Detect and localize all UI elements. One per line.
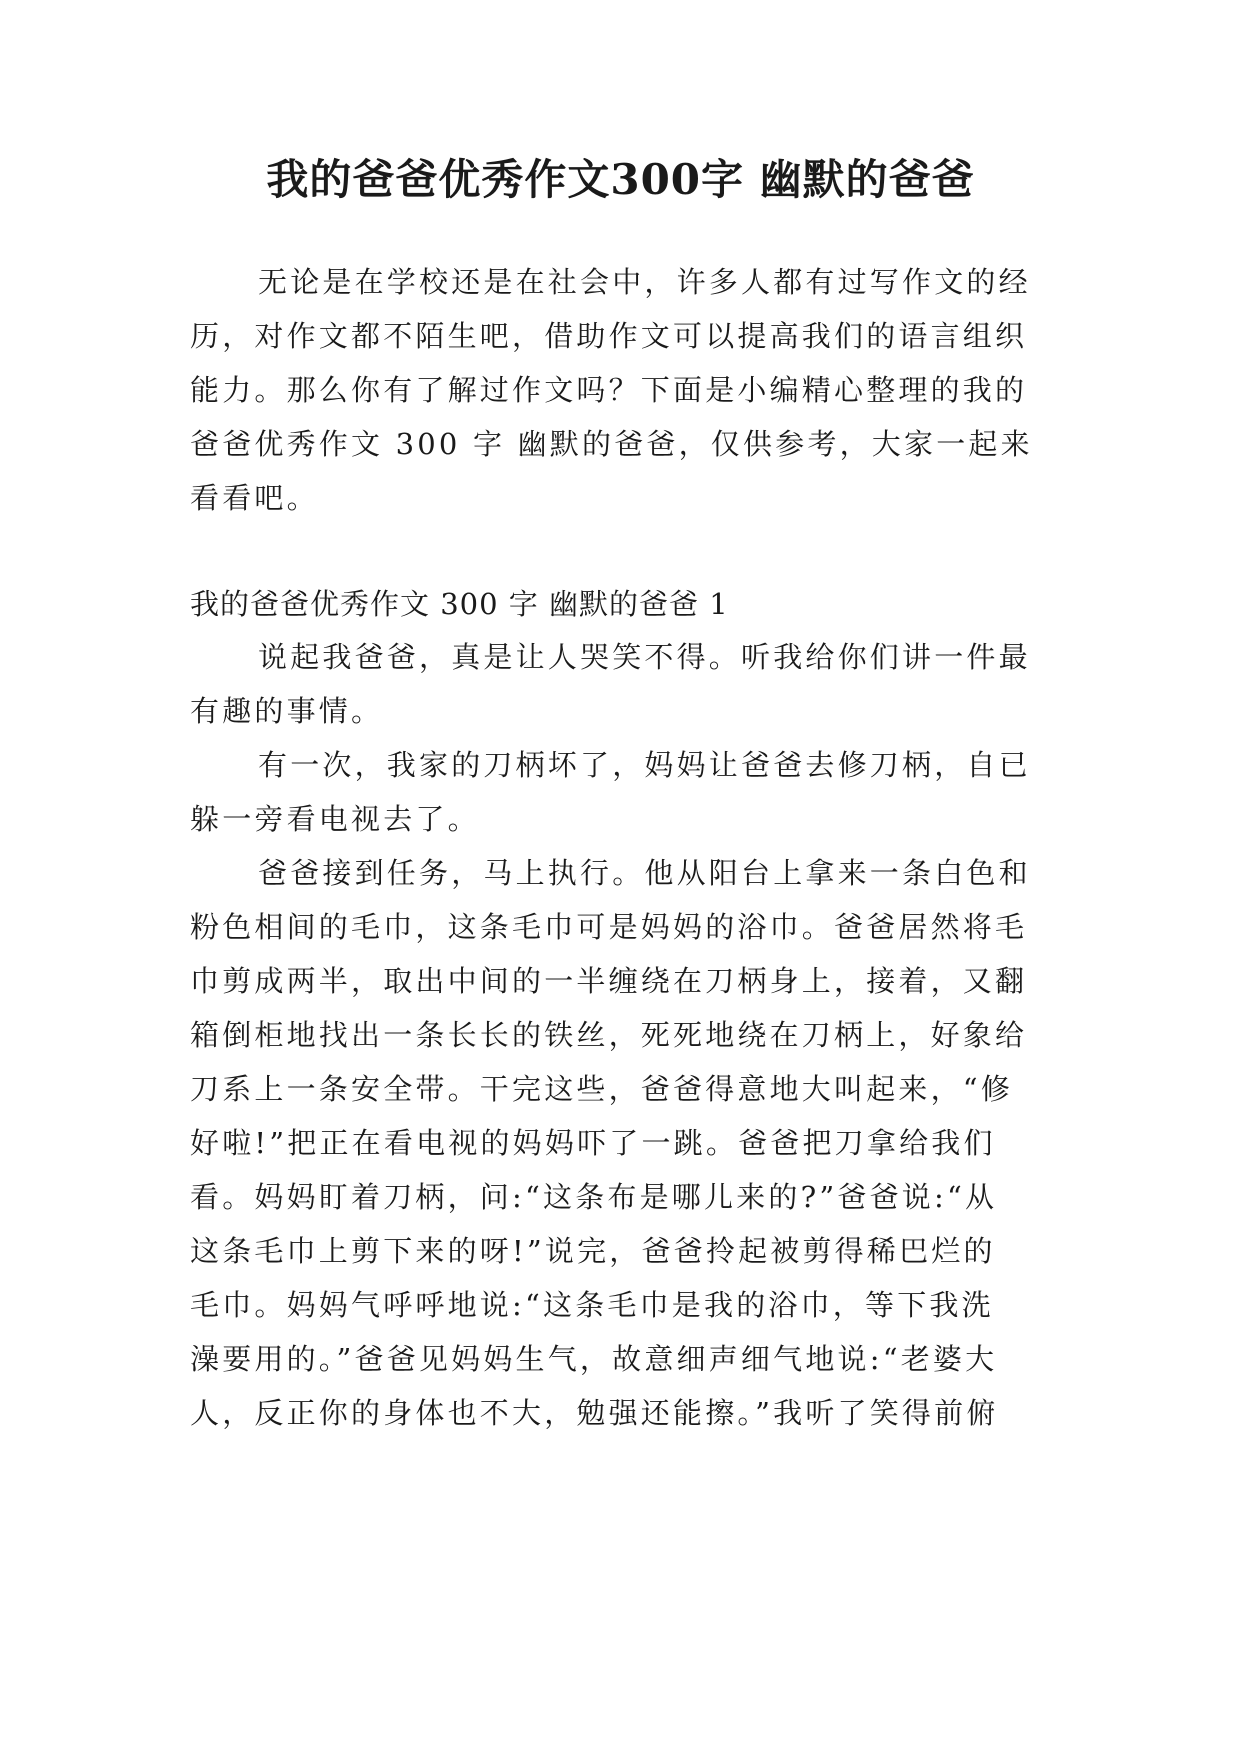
paragraph-line: 箱倒柜地找出一条长长的铁丝，死死地绕在刀柄上，好象给 bbox=[190, 1018, 1028, 1052]
paragraph-line: 巾剪成两半，取出中间的一半缠绕在刀柄身上，接着，又翻 bbox=[190, 964, 1028, 998]
paragraph-line: 好啦!”把正在看电视的妈妈吓了一跳。爸爸把刀拿给我们 bbox=[190, 1126, 996, 1160]
intro-line: 无论是在学校还是在社会中，许多人都有过写作文的经 bbox=[258, 265, 1031, 299]
paragraph-line: 毛巾。妈妈气呼呼地说:“这条毛巾是我的浴巾，等下我洗 bbox=[190, 1288, 994, 1322]
intro-line: 看看吧。 bbox=[190, 481, 319, 515]
intro-line: 爸爸优秀作文 300 字 幽默的爸爸，仅供参考，大家一起来 bbox=[190, 427, 1033, 461]
paragraph-line: 躲一旁看电视去了。 bbox=[190, 802, 480, 836]
paragraph-line: 看。妈妈盯着刀柄，问:“这条布是哪儿来的?”爸爸说:“从 bbox=[190, 1180, 998, 1214]
document-title: 我的爸爸优秀作文300字 幽默的爸爸 bbox=[266, 155, 975, 204]
paragraph-line: 人，反正你的身体也不大，勉强还能擦。”我听了笑得前俯 bbox=[190, 1396, 999, 1430]
paragraph-line: 刀系上一条安全带。干完这些，爸爸得意地大叫起来，“修 bbox=[190, 1072, 1014, 1106]
paragraph-line: 有趣的事情。 bbox=[190, 694, 384, 728]
intro-line: 历，对作文都不陌生吧，借助作文可以提高我们的语言组织 bbox=[190, 319, 1028, 353]
paragraph-line: 有一次，我家的刀柄坏了，妈妈让爸爸去修刀柄，自已 bbox=[258, 748, 1031, 782]
paragraph-line: 说起我爸爸，真是让人哭笑不得。听我给你们讲一件最 bbox=[258, 640, 1031, 674]
paragraph-line: 这条毛巾上剪下来的呀!”说完，爸爸拎起被剪得稀巴烂的 bbox=[190, 1234, 996, 1268]
paragraph-line: 爸爸接到任务，马上执行。他从阳台上拿来一条白色和 bbox=[258, 856, 1031, 890]
intro-line: 能力。那么你有了解过作文吗？下面是小编精心整理的我的 bbox=[190, 373, 1028, 407]
paragraph-line: 澡要用的。”爸爸见妈妈生气，故意细声细气地说:“老婆大 bbox=[190, 1342, 998, 1376]
paragraph-line: 粉色相间的毛巾，这条毛巾可是妈妈的浴巾。爸爸居然将毛 bbox=[190, 910, 1028, 944]
section-heading: 我的爸爸优秀作文 300 字 幽默的爸爸 1 bbox=[190, 587, 729, 621]
